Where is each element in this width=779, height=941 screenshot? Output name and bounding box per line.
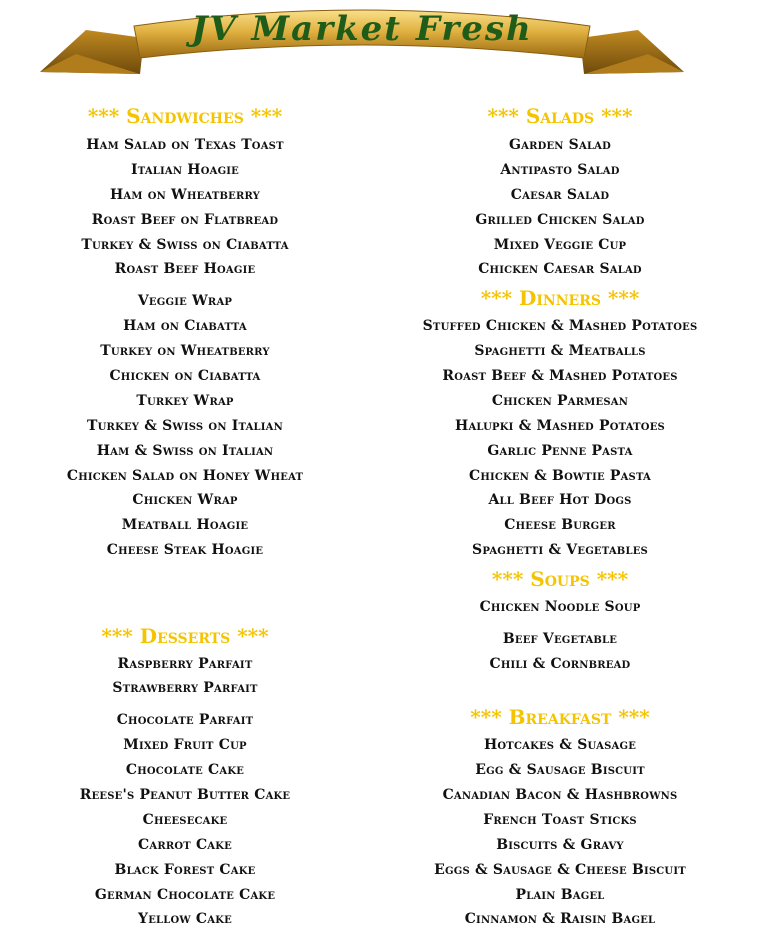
menu-item: Roast Beef & Mashed Potatoes	[442, 368, 678, 384]
menu-item: Strawberry Parfait	[112, 680, 258, 696]
soups-heading: *** Soups ***	[491, 567, 629, 591]
menu-item: Antipasto Salad	[500, 162, 620, 178]
menu-item: Canadian Bacon & Hashbrowns	[442, 787, 678, 803]
menu-item: Chocolate Cake	[125, 762, 245, 778]
menu-item: Beef Vegetable	[502, 631, 618, 647]
menu-item: All Beef Hot Dogs	[488, 492, 632, 508]
menu-item: Stuffed Chicken & Mashed Potatoes	[422, 318, 698, 334]
banner-title: JV Market Fresh	[191, 9, 533, 49]
menu-item: Ham on Ciabatta	[123, 318, 247, 334]
menu-item: German Chocolate Cake	[94, 887, 276, 903]
menu-item: Cheese Steak Hoagie	[106, 542, 264, 558]
menu-item: Yellow Cake	[138, 911, 232, 927]
breakfast-heading: *** Breakfast ***	[470, 705, 650, 729]
menu-item: Veggie Wrap	[137, 293, 233, 309]
menu-item: Meatball Hoagie	[121, 517, 249, 533]
menu-item: Turkey & Swiss on Ciabatta	[81, 237, 289, 253]
menu-item: Reese's Peanut Butter Cake	[79, 787, 291, 803]
menu-item: Spaghetti & Meatballs	[474, 343, 646, 359]
menu-item: Grilled Chicken Salad	[475, 212, 645, 228]
menu-item: French Toast Sticks	[483, 812, 637, 828]
menu-item: Spaghetti & Vegetables	[472, 542, 648, 558]
menu-item: Egg & Sausage Biscuit	[475, 762, 645, 778]
menu-item: Chicken Wrap	[132, 492, 238, 508]
menu-item: Chicken Noodle Soup	[479, 599, 641, 615]
menu-item: Chocolate Parfait	[116, 712, 254, 728]
menu-item: Garden Salad	[508, 137, 612, 153]
menu-item: Mixed Veggie Cup	[493, 237, 627, 253]
menu-item: Black Forest Cake	[114, 862, 256, 878]
title-banner	[36, 0, 688, 82]
menu-item: Chicken Salad on Honey Wheat	[66, 468, 304, 484]
menu-item: Ham & Swiss on Italian	[96, 443, 274, 459]
menu-item: Roast Beef on Flatbread	[91, 212, 279, 228]
menu-item: Raspberry Parfait	[117, 656, 253, 672]
menu-item: Turkey & Swiss on Italian	[87, 418, 283, 434]
menu-item: Mixed Fruit Cup	[123, 737, 247, 753]
menu-item: Eggs & Sausage & Cheese Biscuit	[434, 862, 686, 878]
menu-item: Ham on Wheatberry	[109, 187, 261, 203]
menu-item: Chicken Caesar Salad	[478, 261, 642, 277]
menu-item: Cinnamon & Raisin Bagel	[464, 911, 656, 927]
menu-item: Italian Hoagie	[130, 162, 240, 178]
menu-item: Turkey on Wheatberry	[100, 343, 270, 359]
menu-item: Hotcakes & Suasage	[483, 737, 637, 753]
menu-item: Cheese Burger	[504, 517, 616, 533]
dinners-heading: *** Dinners ***	[480, 286, 640, 310]
menu-item: Chicken on Ciabatta	[109, 368, 261, 384]
sandwiches-heading: *** Sandwiches ***	[87, 104, 283, 128]
menu-item: Garlic Penne Pasta	[487, 443, 633, 459]
menu-item: Roast Beef Hoagie	[114, 261, 256, 277]
menu-item: Turkey Wrap	[136, 393, 234, 409]
desserts-heading: *** Desserts ***	[101, 624, 269, 648]
menu-item: Plain Bagel	[515, 887, 605, 903]
menu-item: Carrot Cake	[138, 837, 232, 853]
menu-item: Chicken & Bowtie Pasta	[468, 468, 652, 484]
salads-heading: *** Salads ***	[487, 104, 633, 128]
menu-item: Chili & Cornbread	[489, 656, 631, 672]
menu-item: Ham Salad on Texas Toast	[86, 137, 284, 153]
menu-item: Chicken Parmesan	[491, 393, 629, 409]
menu-item: Caesar Salad	[510, 187, 610, 203]
menu-item: Halupki & Mashed Potatoes	[455, 418, 665, 434]
menu-item: Biscuits & Gravy	[496, 837, 624, 853]
menu-item: Cheesecake	[142, 812, 228, 828]
